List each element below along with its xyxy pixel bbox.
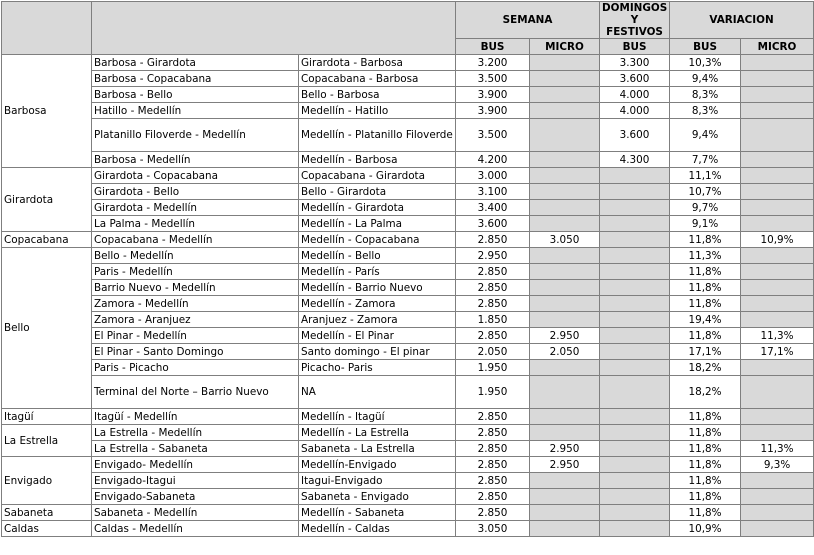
- variation-bus: 11,8%: [670, 457, 741, 473]
- table-row: [2, 152, 814, 168]
- holiday-bus-fare: 3.600: [600, 71, 670, 87]
- holiday-bus-fare: [600, 280, 670, 296]
- return-route-cell: Copacabana - Girardota: [299, 168, 456, 184]
- variation-micro: [741, 200, 814, 216]
- variation-micro: [741, 409, 814, 425]
- fare-table: [1, 1, 814, 537]
- route-cell: Barbosa - Bello: [92, 87, 299, 103]
- holiday-bus-fare: [600, 360, 670, 376]
- holiday-bus-fare: [600, 184, 670, 200]
- week-bus-fare: 2.850: [456, 457, 530, 473]
- variation-micro: 10,9%: [741, 232, 814, 248]
- variation-micro: [741, 87, 814, 103]
- week-micro-fare: [530, 376, 600, 409]
- variation-bus: 9,4%: [670, 71, 741, 87]
- variation-micro: [741, 376, 814, 409]
- return-route-cell: Medellín - La Estrella: [299, 425, 456, 441]
- week-bus-fare: 1.950: [456, 360, 530, 376]
- return-route-cell: Medellín - Sabaneta: [299, 505, 456, 521]
- holiday-bus-fare: [600, 457, 670, 473]
- week-bus-fare: 2.850: [456, 489, 530, 505]
- week-bus-fare: 2.850: [456, 473, 530, 489]
- table-row: [2, 168, 814, 184]
- return-route-cell: NA: [299, 376, 456, 409]
- table-row: [2, 184, 814, 200]
- return-route-cell: Medellín - Barrio Nuevo: [299, 280, 456, 296]
- return-route-cell: Medellín - Itagüí: [299, 409, 456, 425]
- week-bus-fare: 3.050: [456, 521, 530, 537]
- variation-micro: [741, 184, 814, 200]
- return-route-cell: Medellín - París: [299, 264, 456, 280]
- municipality-cell: Itagüí: [2, 409, 92, 425]
- week-bus-fare: 2.950: [456, 248, 530, 264]
- holiday-bus-fare: 4.300: [600, 152, 670, 168]
- week-micro-fare: [530, 87, 600, 103]
- route-cell: La Estrella - Sabaneta: [92, 441, 299, 457]
- header-variacion-micro: MICRO: [741, 39, 814, 55]
- week-bus-fare: 1.850: [456, 312, 530, 328]
- route-cell: Barbosa - Copacabana: [92, 71, 299, 87]
- header-variacion: VARIACION: [670, 2, 814, 39]
- holiday-bus-fare: [600, 505, 670, 521]
- route-cell: Caldas - Medellín: [92, 521, 299, 537]
- table-row: [2, 328, 814, 344]
- week-bus-fare: 3.400: [456, 200, 530, 216]
- variation-bus: 9,1%: [670, 216, 741, 232]
- route-cell: Sabaneta - Medellín: [92, 505, 299, 521]
- week-micro-fare: 2.950: [530, 457, 600, 473]
- week-micro-fare: [530, 409, 600, 425]
- return-route-cell: Medellín - Platanillo Filoverde: [299, 119, 456, 152]
- variation-micro: 17,1%: [741, 344, 814, 360]
- municipality-cell: Bello: [2, 248, 92, 409]
- variation-bus: 19,4%: [670, 312, 741, 328]
- table-row: [2, 344, 814, 360]
- week-bus-fare: 3.100: [456, 184, 530, 200]
- return-route-cell: Itagui-Envigado: [299, 473, 456, 489]
- week-micro-fare: [530, 184, 600, 200]
- variation-bus: 11,3%: [670, 248, 741, 264]
- return-route-cell: Bello - Barbosa: [299, 87, 456, 103]
- variation-micro: 11,3%: [741, 328, 814, 344]
- variation-bus: 11,8%: [670, 441, 741, 457]
- table-row: [2, 360, 814, 376]
- return-route-cell: Girardota - Barbosa: [299, 55, 456, 71]
- week-bus-fare: 3.200: [456, 55, 530, 71]
- week-bus-fare: 2.850: [456, 505, 530, 521]
- table-row: [2, 280, 814, 296]
- return-route-cell: Medellín - El Pinar: [299, 328, 456, 344]
- variation-bus: 11,1%: [670, 168, 741, 184]
- municipality-cell: Barbosa: [2, 55, 92, 168]
- route-cell: Platanillo Filoverde - Medellín: [92, 119, 299, 152]
- holiday-bus-fare: 4.000: [600, 87, 670, 103]
- variation-bus: 11,8%: [670, 409, 741, 425]
- route-cell: Barrio Nuevo - Medellín: [92, 280, 299, 296]
- header-ruta: [92, 2, 456, 55]
- route-cell: Envigado-Itagui: [92, 473, 299, 489]
- table-row: [2, 505, 814, 521]
- week-bus-fare: 2.850: [456, 296, 530, 312]
- variation-micro: [741, 71, 814, 87]
- variation-micro: [741, 312, 814, 328]
- variation-bus: 7,7%: [670, 152, 741, 168]
- week-bus-fare: 1.950: [456, 376, 530, 409]
- holiday-bus-fare: [600, 264, 670, 280]
- return-route-cell: Medellín-Envigado: [299, 457, 456, 473]
- return-route-cell: Bello - Girardota: [299, 184, 456, 200]
- return-route-cell: Medellín - Barbosa: [299, 152, 456, 168]
- week-bus-fare: 2.050: [456, 344, 530, 360]
- holiday-bus-fare: [600, 376, 670, 409]
- week-bus-fare: 2.850: [456, 441, 530, 457]
- week-micro-fare: [530, 280, 600, 296]
- variation-bus: 11,8%: [670, 505, 741, 521]
- table-row: [2, 473, 814, 489]
- table-row: [2, 264, 814, 280]
- header-domingos: DOMINGOS Y FESTIVOS: [600, 2, 670, 39]
- week-micro-fare: [530, 264, 600, 280]
- week-bus-fare: 2.850: [456, 425, 530, 441]
- week-bus-fare: 3.000: [456, 168, 530, 184]
- table-row: [2, 312, 814, 328]
- variation-micro: [741, 505, 814, 521]
- holiday-bus-fare: [600, 489, 670, 505]
- table-row: [2, 87, 814, 103]
- week-micro-fare: [530, 152, 600, 168]
- variation-bus: 11,8%: [670, 489, 741, 505]
- table-row: [2, 103, 814, 119]
- week-bus-fare: 3.900: [456, 87, 530, 103]
- route-cell: El Pinar - Santo Domingo: [92, 344, 299, 360]
- holiday-bus-fare: [600, 328, 670, 344]
- variation-bus: 11,8%: [670, 425, 741, 441]
- route-cell: La Estrella - Medellín: [92, 425, 299, 441]
- holiday-bus-fare: [600, 200, 670, 216]
- return-route-cell: Aranjuez - Zamora: [299, 312, 456, 328]
- route-cell: Barbosa - Medellín: [92, 152, 299, 168]
- route-cell: Barbosa - Girardota: [92, 55, 299, 71]
- route-cell: Girardota - Copacabana: [92, 168, 299, 184]
- route-cell: Hatillo - Medellín: [92, 103, 299, 119]
- week-bus-fare: 3.500: [456, 71, 530, 87]
- route-cell: El Pinar - Medellín: [92, 328, 299, 344]
- week-micro-fare: [530, 168, 600, 184]
- table-row: [2, 489, 814, 505]
- return-route-cell: Medellín - La Palma: [299, 216, 456, 232]
- week-micro-fare: 2.950: [530, 441, 600, 457]
- variation-bus: 11,8%: [670, 473, 741, 489]
- holiday-bus-fare: [600, 344, 670, 360]
- week-micro-fare: [530, 312, 600, 328]
- variation-bus: 11,8%: [670, 328, 741, 344]
- variation-micro: [741, 168, 814, 184]
- route-cell: Terminal del Norte – Barrio Nuevo: [92, 376, 299, 409]
- holiday-bus-fare: [600, 441, 670, 457]
- return-route-cell: Medellín - Copacabana: [299, 232, 456, 248]
- variation-micro: [741, 425, 814, 441]
- week-bus-fare: 2.850: [456, 409, 530, 425]
- variation-micro: [741, 216, 814, 232]
- route-cell: Itagüí - Medellín: [92, 409, 299, 425]
- holiday-bus-fare: 3.600: [600, 119, 670, 152]
- table-row: [2, 425, 814, 441]
- week-micro-fare: 2.950: [530, 328, 600, 344]
- holiday-bus-fare: [600, 473, 670, 489]
- route-cell: Paris - Picacho: [92, 360, 299, 376]
- return-route-cell: Picacho- Paris: [299, 360, 456, 376]
- return-route-cell: Medellín - Girardota: [299, 200, 456, 216]
- holiday-bus-fare: [600, 168, 670, 184]
- header-row-top: [2, 2, 814, 39]
- week-micro-fare: [530, 216, 600, 232]
- week-micro-fare: [530, 200, 600, 216]
- variation-micro: [741, 473, 814, 489]
- table-row: [2, 521, 814, 537]
- holiday-bus-fare: 3.300: [600, 55, 670, 71]
- table-row: [2, 296, 814, 312]
- variation-micro: [741, 264, 814, 280]
- holiday-bus-fare: [600, 425, 670, 441]
- municipality-cell: Copacabana: [2, 232, 92, 248]
- header-domingos-bus: BUS: [600, 39, 670, 55]
- table-row: [2, 409, 814, 425]
- week-micro-fare: [530, 119, 600, 152]
- variation-bus: 10,9%: [670, 521, 741, 537]
- table-row: [2, 55, 814, 71]
- variation-bus: 17,1%: [670, 344, 741, 360]
- holiday-bus-fare: [600, 409, 670, 425]
- holiday-bus-fare: [600, 248, 670, 264]
- variation-bus: 10,3%: [670, 55, 741, 71]
- route-cell: Envigado- Medellín: [92, 457, 299, 473]
- week-micro-fare: 3.050: [530, 232, 600, 248]
- return-route-cell: Copacabana - Barbosa: [299, 71, 456, 87]
- week-bus-fare: 2.850: [456, 328, 530, 344]
- variation-bus: 10,7%: [670, 184, 741, 200]
- variation-bus: 11,8%: [670, 296, 741, 312]
- municipality-cell: La Estrella: [2, 425, 92, 457]
- week-bus-fare: 3.500: [456, 119, 530, 152]
- table-row: [2, 216, 814, 232]
- week-bus-fare: 3.600: [456, 216, 530, 232]
- variation-micro: [741, 55, 814, 71]
- variation-micro: [741, 296, 814, 312]
- week-bus-fare: 4.200: [456, 152, 530, 168]
- municipality-cell: Caldas: [2, 521, 92, 537]
- week-micro-fare: [530, 425, 600, 441]
- table-row: [2, 457, 814, 473]
- week-micro-fare: [530, 473, 600, 489]
- route-cell: Paris - Medellín: [92, 264, 299, 280]
- variation-micro: [741, 521, 814, 537]
- holiday-bus-fare: [600, 296, 670, 312]
- week-bus-fare: 2.850: [456, 280, 530, 296]
- variation-micro: 11,3%: [741, 441, 814, 457]
- week-micro-fare: [530, 505, 600, 521]
- holiday-bus-fare: [600, 232, 670, 248]
- header-semana-bus: BUS: [456, 39, 530, 55]
- variation-micro: [741, 103, 814, 119]
- week-micro-fare: 2.050: [530, 344, 600, 360]
- holiday-bus-fare: [600, 216, 670, 232]
- variation-bus: 11,8%: [670, 232, 741, 248]
- week-micro-fare: [530, 296, 600, 312]
- variation-micro: [741, 489, 814, 505]
- variation-bus: 11,8%: [670, 264, 741, 280]
- return-route-cell: Medellín - Zamora: [299, 296, 456, 312]
- holiday-bus-fare: [600, 312, 670, 328]
- week-micro-fare: [530, 103, 600, 119]
- municipality-cell: Envigado: [2, 457, 92, 505]
- week-bus-fare: 2.850: [456, 264, 530, 280]
- week-bus-fare: 2.850: [456, 232, 530, 248]
- municipality-cell: Sabaneta: [2, 505, 92, 521]
- table-row: [2, 248, 814, 264]
- variation-bus: 9,4%: [670, 119, 741, 152]
- header-semana-micro: MICRO: [530, 39, 600, 55]
- route-cell: Zamora - Aranjuez: [92, 312, 299, 328]
- variation-micro: [741, 360, 814, 376]
- week-micro-fare: [530, 248, 600, 264]
- route-cell: Girardota - Bello: [92, 184, 299, 200]
- variation-bus: 18,2%: [670, 360, 741, 376]
- route-cell: Zamora - Medellín: [92, 296, 299, 312]
- route-cell: La Palma - Medellín: [92, 216, 299, 232]
- variation-bus: 11,8%: [670, 280, 741, 296]
- fare-table-body: [2, 55, 814, 537]
- table-row: [2, 376, 814, 409]
- header-semana: SEMANA: [456, 2, 600, 39]
- return-route-cell: Medellín - Hatillo: [299, 103, 456, 119]
- return-route-cell: Santo domingo - El pinar: [299, 344, 456, 360]
- variation-micro: [741, 119, 814, 152]
- return-route-cell: Sabaneta - La Estrella: [299, 441, 456, 457]
- variation-micro: [741, 280, 814, 296]
- variation-bus: 8,3%: [670, 87, 741, 103]
- holiday-bus-fare: 4.000: [600, 103, 670, 119]
- week-micro-fare: [530, 71, 600, 87]
- variation-micro: [741, 248, 814, 264]
- table-row: [2, 119, 814, 152]
- table-row: [2, 441, 814, 457]
- variation-bus: 8,3%: [670, 103, 741, 119]
- table-row: [2, 71, 814, 87]
- route-cell: Bello - Medellín: [92, 248, 299, 264]
- route-cell: Girardota - Medellín: [92, 200, 299, 216]
- variation-micro: 9,3%: [741, 457, 814, 473]
- week-bus-fare: 3.900: [456, 103, 530, 119]
- week-micro-fare: [530, 360, 600, 376]
- week-micro-fare: [530, 521, 600, 537]
- week-micro-fare: [530, 489, 600, 505]
- return-route-cell: Medellín - Bello: [299, 248, 456, 264]
- table-row: [2, 200, 814, 216]
- table-row: [2, 232, 814, 248]
- header-variacion-bus: BUS: [670, 39, 741, 55]
- route-cell: Copacabana - Medellín: [92, 232, 299, 248]
- municipality-cell: Girardota: [2, 168, 92, 232]
- holiday-bus-fare: [600, 521, 670, 537]
- week-micro-fare: [530, 55, 600, 71]
- return-route-cell: Sabaneta - Envigado: [299, 489, 456, 505]
- variation-bus: 18,2%: [670, 376, 741, 409]
- variation-bus: 9,7%: [670, 200, 741, 216]
- route-cell: Envigado-Sabaneta: [92, 489, 299, 505]
- header-municipio: [2, 2, 92, 55]
- variation-micro: [741, 152, 814, 168]
- return-route-cell: Medellín - Caldas: [299, 521, 456, 537]
